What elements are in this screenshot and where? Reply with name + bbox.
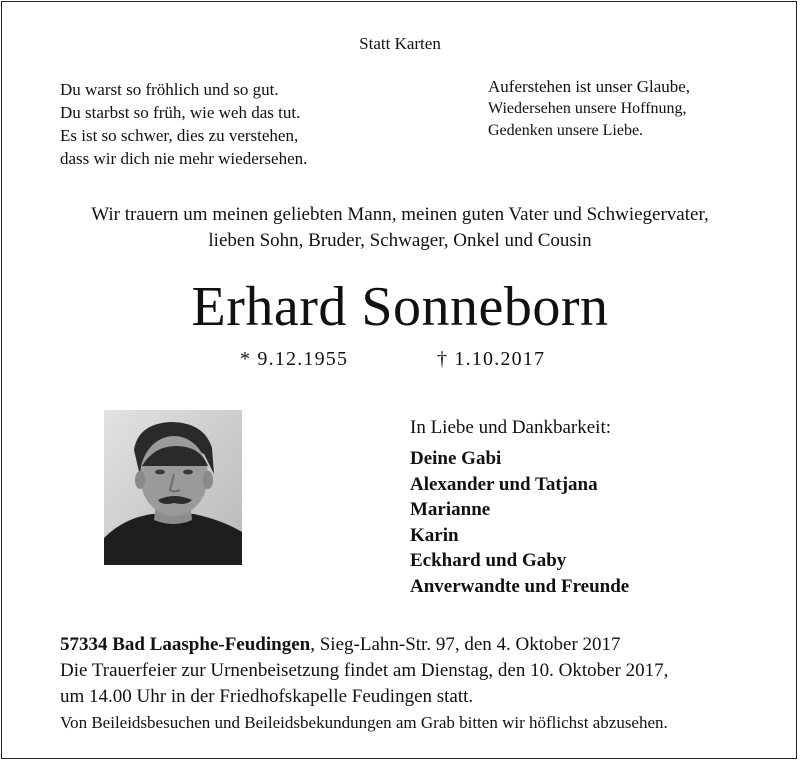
intro-line: lieben Sohn, Bruder, Schwager, Onkel und Cousin xyxy=(208,230,592,251)
poem-right-line: Wiedersehen unsere Hoffnung, xyxy=(488,100,687,117)
deceased-name: Erhard Sonneborn xyxy=(191,276,609,338)
poem-right-line: Auferstehen ist unser Glaube, xyxy=(488,77,691,96)
death-date: † 1.10.2017 xyxy=(437,348,546,370)
footer-info xyxy=(60,632,668,736)
family-member: Karin xyxy=(410,524,459,546)
family-member: Alexander und Tatjana xyxy=(410,473,598,495)
poem-right xyxy=(488,76,690,142)
intro-text xyxy=(0,202,800,254)
family-member: Anverwandte und Freunde xyxy=(410,575,630,597)
intro-line: Wir trauern um meinen geliebten Mann, meinen guten Vater und Schwiegervater, xyxy=(91,204,709,225)
poem-left-line: Es ist so schwer, dies zu verstehen, xyxy=(60,126,299,145)
footer-address-date: , Sieg-Lahn-Str. 97, den 4. Oktober 2017 xyxy=(310,634,621,655)
poem-left-line: Du starbst so früh, wie weh das tut. xyxy=(60,103,301,122)
family-list xyxy=(410,446,629,600)
family-member: Eckhard und Gaby xyxy=(410,550,567,572)
poem-left-line: dass wir dich nie mehr wiedersehen. xyxy=(60,149,308,168)
thanks-line: In Liebe und Dankbarkeit: xyxy=(410,417,612,438)
poem-left-line: Du warst so fröhlich und so gut. xyxy=(60,80,279,99)
footer-ceremony-time: um 14.00 Uhr in der Friedhofskapelle Feudingen statt. xyxy=(60,686,474,707)
footer-condolence-note: Von Beileidsbesuchen und Beileidsbekundungen am Grab bitten wir höflichst abzusehen. xyxy=(60,713,668,732)
footer-ceremony-line: Die Trauerfeier zur Urnenbeisetzung findet am Dienstag, den 10. Oktober 2017, xyxy=(60,660,669,681)
family-member: Marianne xyxy=(410,499,491,521)
header-statt-karten: Statt Karten xyxy=(359,34,441,53)
poem-left xyxy=(60,78,307,170)
birth-date: * 9.12.1955 xyxy=(240,348,349,370)
family-member: Deine Gabi xyxy=(410,448,502,469)
portrait-photo xyxy=(104,410,242,565)
poem-right-line: Gedenken unsere Liebe. xyxy=(488,122,644,139)
footer-line-place xyxy=(60,632,668,658)
footer-place: 57334 Bad Laasphe-Feudingen xyxy=(60,634,311,655)
portrait-image xyxy=(104,410,242,565)
